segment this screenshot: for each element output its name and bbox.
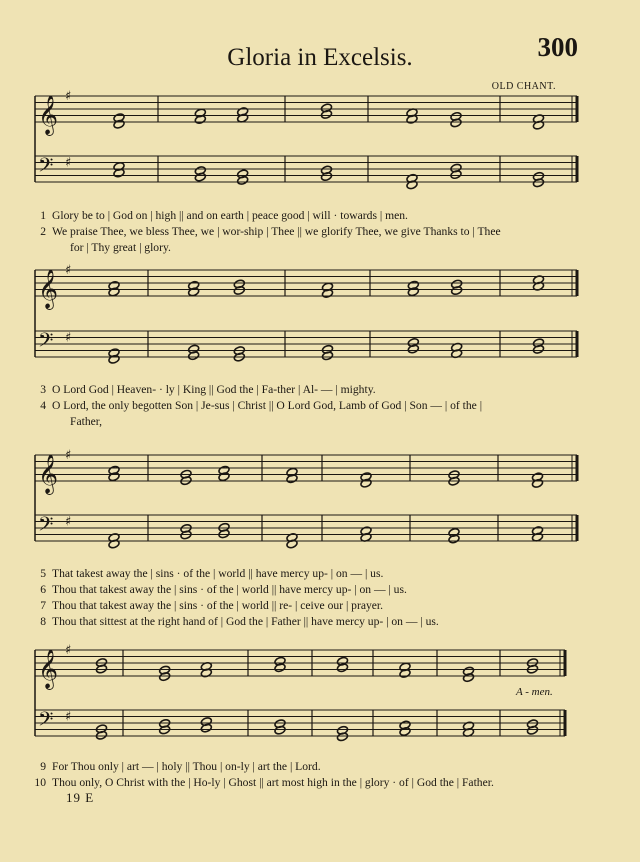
page-footer-code: 19 E xyxy=(66,790,95,805)
amen-text: A - men. xyxy=(516,686,553,698)
verse-line xyxy=(30,759,590,775)
verse-line xyxy=(30,398,590,414)
verse-text: Glory be to | God on | high || and on earth | peace good | will · towards | men. xyxy=(52,209,408,222)
key-signature-sharp: ♯ xyxy=(65,155,72,171)
verse-line xyxy=(30,240,590,256)
verse-text: That takest away the | sins · of the | world || have mercy up- | on — | us. xyxy=(52,567,384,580)
verse-line xyxy=(30,582,590,598)
verse-line xyxy=(30,775,590,791)
key-signature-sharp: ♯ xyxy=(65,330,72,346)
verse-block-3 xyxy=(30,566,590,630)
verse-line xyxy=(30,566,590,582)
verse-line xyxy=(30,382,590,398)
bass-clef: 𝄢 xyxy=(38,153,54,182)
verse-line xyxy=(30,598,590,614)
treble-clef: 𝄞 xyxy=(38,269,59,309)
key-signature-sharp: ♯ xyxy=(65,448,72,463)
verse-text: Thou only, O Christ with the | Ho-ly | Ghost || art most high in the | glory · of | God the | Father. xyxy=(52,776,494,789)
treble-clef: 𝄞 xyxy=(38,95,59,135)
verse-number: 5 xyxy=(40,567,46,580)
verse-line xyxy=(30,224,590,240)
verse-number: 6 xyxy=(40,583,46,596)
treble-clef: 𝄞 xyxy=(38,649,59,689)
bass-clef: 𝄢 xyxy=(38,328,54,357)
composer-credit: OLD CHANT. xyxy=(491,81,556,92)
verse-line xyxy=(30,208,590,224)
verse-number: 1 xyxy=(40,209,46,222)
verse-text: We praise Thee, we bless Thee, we | wor-ship | Thee || we glorify Thee, we give Thanks to | Thee xyxy=(52,225,501,238)
hymn-title: Gloria in Excelsis. xyxy=(227,44,413,71)
key-signature-sharp: ♯ xyxy=(65,643,72,658)
verse-text: Thou that takest away the | sins · of the | world || have mercy up- | on — | us. xyxy=(52,583,407,596)
verse-text: for | Thy great | glory. xyxy=(70,241,171,254)
verse-block-1 xyxy=(30,208,590,256)
verse-text: O Lord God | Heaven- · ly | King || God the | Fa-ther | Al- — | mighty. xyxy=(52,383,376,396)
verse-line xyxy=(30,414,590,430)
key-signature-sharp: ♯ xyxy=(65,263,72,278)
verse-text: O Lord, the only begotten Son | Je-sus | Christ || O Lord God, Lamb of God | Son — | of the | xyxy=(52,399,483,412)
verse-text: Thou that sittest at the right hand of | God the | Father || have mercy up- | on — | us. xyxy=(52,615,439,628)
verse-number: 4 xyxy=(40,399,46,412)
verse-line xyxy=(30,614,590,630)
verse-number: 7 xyxy=(40,599,46,612)
verse-number: 3 xyxy=(40,383,46,396)
key-signature-sharp: ♯ xyxy=(65,709,72,725)
key-signature-sharp: ♯ xyxy=(65,514,72,530)
verse-number: 10 xyxy=(34,776,46,789)
verse-number: 9 xyxy=(40,760,46,773)
verse-number: 8 xyxy=(40,615,46,628)
treble-clef: 𝄞 xyxy=(38,454,59,494)
verse-number: 2 xyxy=(40,225,46,238)
bass-clef: 𝄢 xyxy=(38,707,54,736)
hymn-number: 300 xyxy=(537,32,578,62)
verse-block-4 xyxy=(30,759,590,791)
verse-text: Father, xyxy=(70,415,103,428)
bass-clef: 𝄢 xyxy=(38,512,54,541)
key-signature-sharp: ♯ xyxy=(65,89,72,104)
verse-block-2 xyxy=(30,382,590,430)
verse-text: For Thou only | art — | holy || Thou | on-ly | art the | Lord. xyxy=(52,760,321,773)
verse-text: Thou that takest away the | sins · of the | world || re- | ceive our | prayer. xyxy=(52,599,384,612)
